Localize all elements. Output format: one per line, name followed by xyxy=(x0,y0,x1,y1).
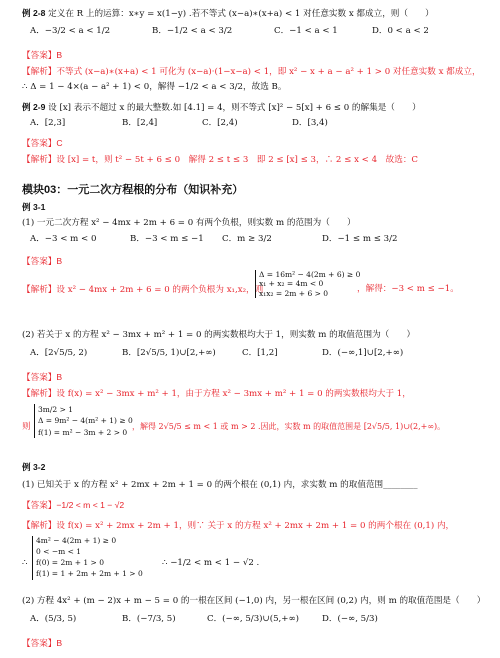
prefix-text: 则 xyxy=(22,422,31,432)
analysis-text: 设 f(x) = x² + 2mx + 2m + 1，则∵ 关于 x 的方程 x² + 2mx + 2m + 1 = 0 的两个根在 (0,1) 内， xyxy=(56,521,455,531)
ex29-stem: 设 [x] 表示不超过 x 的最大整数.如 [4.1] = 4，则不等式 [x]² − 5[x] + 6 ≤ 0 的解集是（ ） xyxy=(48,103,421,113)
system-row: f(0) = 2m + 1 > 0 xyxy=(36,557,104,567)
ex32-q2-option-b: B．(−7/3, 5) xyxy=(122,614,176,624)
answer-label: 【答案】 xyxy=(22,500,57,510)
ex32-q2-option-c: C．(−∞, 5/3)∪(5,+∞) xyxy=(207,614,299,624)
answer-label: 【答案】 xyxy=(22,372,57,382)
ex28-analysis xyxy=(22,66,486,77)
answer-label: 【答案】 xyxy=(22,638,57,648)
module-heading: 模块03：一元二次方程根的分布（知识补充） xyxy=(22,184,244,196)
system-row: Δ = 16m² − 4(2m + 6) ≥ 0 xyxy=(259,270,361,279)
analysis-text-2: ∴ Δ = 1 − 4×(a − a² + 1) < 0，解得 −1/2 < a < 3/2，故选 B。 xyxy=(22,82,287,92)
ex31-q1-result: ，解得：−3 < m ≤ −1。 xyxy=(357,284,459,294)
ex31-q2-solution xyxy=(22,404,486,450)
analysis-text: 设 [x] = t，则 t² − 5t + 6 ≤ 0 解得 2 ≤ t ≤ 3 即 2 ≤ [x] ≤ 3，∴ 2 ≤ x < 4 故选：C xyxy=(56,155,418,165)
system-row: f(1) = 1 + 2m + 2m + 1 > 0 xyxy=(36,568,143,578)
answer-value: B xyxy=(56,50,63,60)
ex32-q2-option-a: A．(5/3, 5) xyxy=(30,614,77,624)
ex28-stem-line xyxy=(22,8,486,19)
analysis-text: 设 x² − 4mx + 2m + 6 = 0 的两个负根为 x₁,x₂，则 xyxy=(56,285,264,295)
answer-value: C xyxy=(56,138,63,148)
ex32-label: 例 3-2 xyxy=(22,462,46,472)
analysis-text-1: 不等式 (x−a)∗(x+a) < 1 可化为 (x−a)·(1−x−a) < 1，即 x² − x + a − a² + 1 > 0 对任意实数 x 都成立， xyxy=(56,67,481,77)
ex32-q1-analysis xyxy=(22,520,486,531)
ex29-option-d: D．[3,4) xyxy=(292,118,328,128)
answer-label: 【答案】 xyxy=(22,256,57,266)
ex29-stem-line xyxy=(22,102,486,113)
ex29-option-c: C．[2,4) xyxy=(202,118,238,128)
answer-value: B xyxy=(56,372,63,382)
system-row: x₁ + x₂ = 4m < 0 xyxy=(259,279,324,289)
analysis-label: 【解析】 xyxy=(22,66,57,76)
ex28-analysis-2 xyxy=(22,82,486,92)
answer-label: 【答案】 xyxy=(22,138,57,148)
system-row: 3m/2 > 1 xyxy=(38,405,74,414)
ex31-q2-option-d: D．(−∞,1]∪[2,+∞) xyxy=(322,348,404,358)
ex31-q1-system xyxy=(255,270,360,298)
ex32-q2-answer xyxy=(22,638,486,649)
ex29-analysis xyxy=(22,154,486,165)
ex28-options xyxy=(22,26,486,42)
analysis-label: 【解析】 xyxy=(22,284,57,294)
ex31-q2-answer xyxy=(22,372,486,383)
ex28-option-d: D．0 < a < 2 xyxy=(372,26,429,36)
system-row: x₁x₂ = 2m + 6 > 0 xyxy=(259,288,329,298)
therefore-symbol: ∴ xyxy=(22,558,28,568)
system-row: Δ = 9m² − 4(m² + 1) ≥ 0 xyxy=(38,416,133,426)
ex31-q1-option-c: C．m ≥ 3/2 xyxy=(222,234,272,244)
ex32-q1-solution xyxy=(22,536,486,588)
ex29-options xyxy=(22,118,486,132)
ex29-option-b: B．[2,4] xyxy=(122,118,158,128)
system-row: 4m² − 4(2m + 1) ≥ 0 xyxy=(36,536,117,545)
ex31-q2: (2) 若关于 x 的方程 x² − 3mx + m² + 1 = 0 的两实数根均大于 1，则实数 m 的取值范围为（ ） xyxy=(22,330,416,340)
ex31-q2-analysis xyxy=(22,388,486,399)
ex31-q1-answer xyxy=(22,256,486,267)
ex32-q1-result: ∴ −1/2 < m < 1 − √2 . xyxy=(162,558,260,568)
ex31-q2-option-b: B．[2√5/5, 1)∪[2,+∞) xyxy=(122,348,216,358)
ex28-stem: 定义在 R 上的运算：x∗y = x(1−y) .若不等式 (x−a)∗(x+a) < 1 对任意实数 x 都成立，则（ ） xyxy=(48,9,434,19)
ex28-option-b: B．−1/2 < a < 3/2 xyxy=(152,26,233,36)
answer-label: 【答案】 xyxy=(22,50,57,60)
system-row: 0 < −m < 1 xyxy=(36,546,82,556)
ex29-label: 例 2-9 xyxy=(22,102,46,112)
analysis-label: 【解析】 xyxy=(22,388,57,398)
ex31-q2-system xyxy=(34,404,133,438)
ex29-option-a: A．[2,3] xyxy=(30,118,66,128)
ex28-answer xyxy=(22,50,486,61)
ex28-option-c: C．−1 < a < 1 xyxy=(274,26,338,36)
ex31-q2-option-c: C．[1,2] xyxy=(242,348,278,358)
analysis-label: 【解析】 xyxy=(22,154,57,164)
ex32-q1: (1) 已知关于 x 的方程 x² + 2mx + 2m + 1 = 0 的两个根在 (0,1) 内，求实数 m 的取值范围________ xyxy=(22,480,418,490)
ex32-q2: (2) 方程 4x² + (m − 2)x + m − 5 = 0 的一根在区间 (−1,0) 内，另一根在区间 (0,2) 内，则 m 的取值范围是（ ） xyxy=(22,596,486,606)
ex28-label: 例 2-8 xyxy=(22,8,46,18)
answer-value: B xyxy=(56,638,63,648)
ex31-q1-option-d: D．−1 ≤ m ≤ 3/2 xyxy=(322,234,398,244)
ex31-q1-analysis xyxy=(22,270,486,318)
ex31-q2-result: ，解得 2√5/5 ≤ m < 1 或 m > 2 .因此，实数 m 的取值范围是 [2√5/5, 1)∪(2,+∞)。 xyxy=(132,422,446,431)
ex31-q1-option-a: A．−3 < m < 0 xyxy=(30,234,97,244)
ex31-label: 例 3-1 xyxy=(22,202,46,212)
ex32-q2-option-d: D．(−∞, 5/3) xyxy=(322,614,378,624)
ex31-q1: (1) 一元二次方程 x² − 4mx + 2m + 6 = 0 有两个负根，则实数 m 的范围为（ ） xyxy=(22,218,356,228)
ex31-q2-options xyxy=(22,348,486,364)
analysis-text: 设 f(x) = x² − 3mx + m² + 1，由于方程 x² − 3mx + m² + 1 = 0 的两实数根均大于 1， xyxy=(56,389,411,399)
answer-value: B xyxy=(56,256,63,266)
ex31-q2-option-a: A．[2√5/5, 2) xyxy=(30,348,88,358)
ex32-q2-options xyxy=(22,614,486,630)
ex28-option-a: A．−3/2 < a < 1/2 xyxy=(30,26,111,36)
ex32-q1-answer xyxy=(22,500,486,511)
answer-value: −1/2 < m < 1 − √2 xyxy=(56,500,125,510)
ex29-answer xyxy=(22,138,486,149)
system-row: f(1) = m² − 3m + 2 > 0 xyxy=(38,427,128,437)
ex31-q1-option-b: B．−3 < m ≤ −1 xyxy=(130,234,204,244)
ex31-q1-options xyxy=(22,234,486,248)
ex32-q1-system xyxy=(32,536,143,580)
analysis-label: 【解析】 xyxy=(22,520,57,530)
